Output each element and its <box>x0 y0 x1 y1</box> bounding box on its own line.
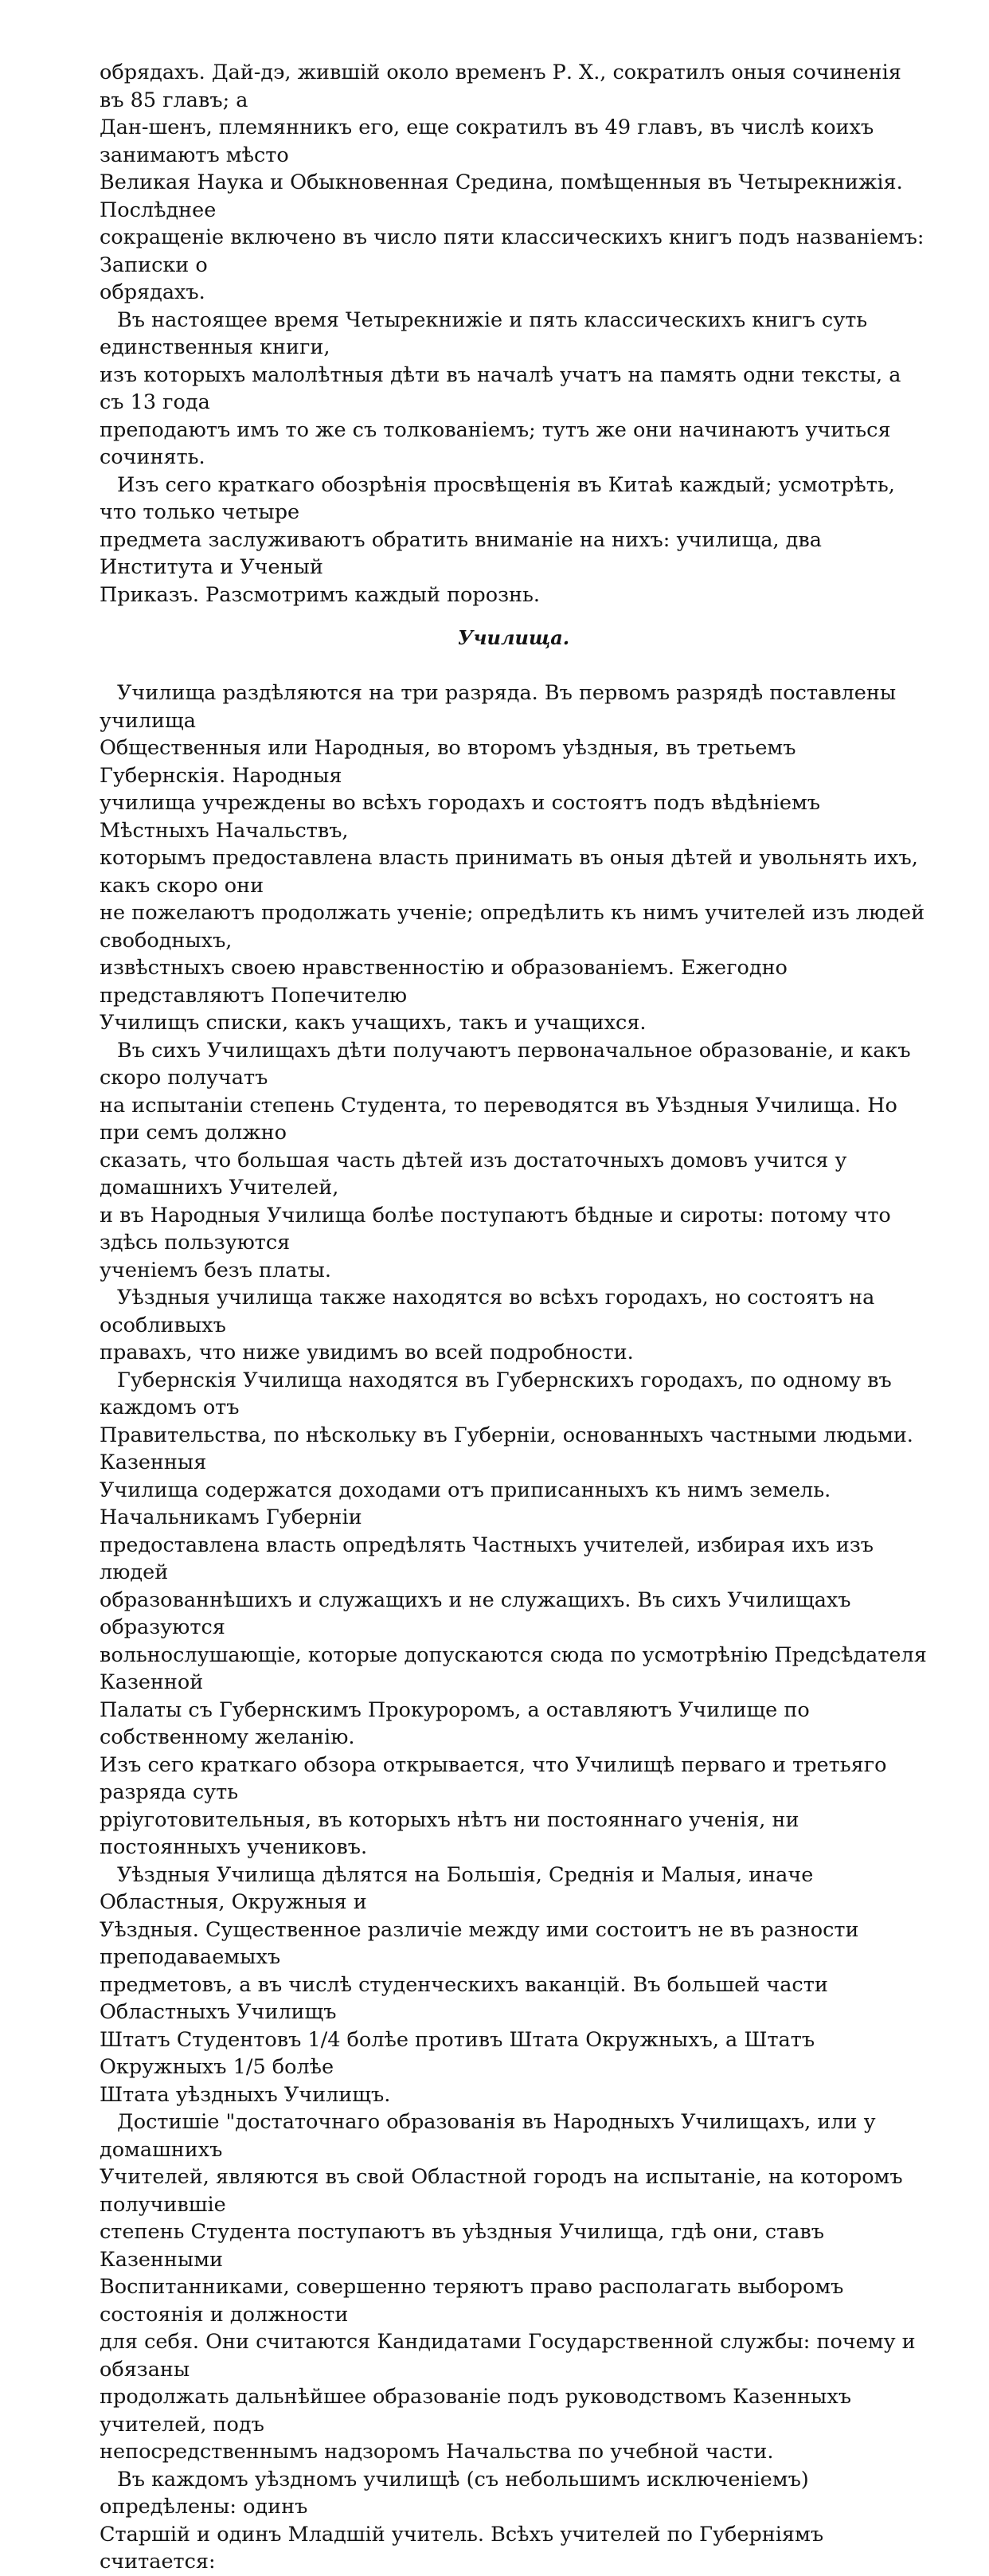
paragraph: Изъ сего краткаго обозрѣнія просвѣщенія въ Китаѣ каждый; усмотрѣть, что только четыре предмета заслуживаютъ обратить вниманіе на нихъ: училища, два Института и Ученый Приказъ. Разсмотримъ каждый порознь. <box>100 472 895 607</box>
section-title: Училища. <box>457 626 570 649</box>
paragraph: Губернскія Училища находятся въ Губернскихъ городахъ, по одному въ каждомъ отъ Правительства, по нѣскольку въ Губерніи, основанныхъ частными людьми. Казенныя Училища содержатся доходами отъ приписанныхъ къ нимъ земель. Начальникамъ Губерніи предоставлена власть опредѣлять Частныхъ учителей, избирая ихъ изъ людей образованнѣшихъ и служащихъ и не служащихъ. Въ сихъ Училищахъ образуются вольнослушающіе, которые допускаются сюда по усмотрѣнію Предсѣдателя Казенной Палаты съ Губернскимъ Прокуроромъ, а оставляютъ Училище по собственному желанію. Изъ сего краткаго обзора открывается, что Училищѣ перваго и третьяго разряда суть pріуготовительныя, въ которыхъ нѣтъ ни постояннаго ученія, ни постоянныхъ учениковъ. <box>100 1368 927 1859</box>
paragraph: Училища раздѣляются на три разряда. Въ первомъ разрядѣ поставлены училища Общественныя или Народныя, во второмъ уѣздныя, въ третьемъ Губернскія. Народныя училища учреждены во всѣхъ городахъ и состоятъ подъ вѣдѣніемъ Мѣстныхъ Начальствъ, которымъ предоставлена власть принимать въ оныя дѣтей и увольнять ихъ, какъ скоро они не пожелаютъ продолжать ученіе; опредѣлить къ нимъ учителей изъ людей свободныхъ, извѣстныхъ своею нравственностію и образованіемъ. Ежегодно представляютъ Попечителю Училищъ списки, какъ учащихъ, такъ и учащихся. <box>100 681 925 1035</box>
paragraph: обрядахъ. Дай-дэ, жившій около временъ Р. Х., сократилъ оныя сочиненія въ 85 главъ; а Дан-шенъ, племянникъ его, еще сократилъ въ 49 главъ, въ числѣ коихъ занимаютъ мѣсто Великая Наука и Обыкновенная Средина, помѣщенныя въ Четырекнижія. Послѣднее сокращеніе включено въ число пяти классическихъ книгъ подъ названіемъ: Записки о обрядахъ. <box>100 61 924 304</box>
paragraph: Въ сихъ Училищахъ дѣти получаютъ первоначальное образованіе, и какъ скоро получатъ на испытаніи степень Студента, то переводятся въ Уѣздныя Училища. Но при семъ должно сказать, что большая часть дѣтей изъ достаточныхъ домовъ учится у домашнихъ Учителей, и въ Народныя Училища болѣе поступаютъ бѣдные и сироты: потому что здѣсь пользуются ученіемъ безъ платы. <box>100 1038 911 1282</box>
paragraph: Уѣздныя Училища дѣлятся на Большія, Среднія и Малыя, иначе Областныя, Окружныя и Уѣздныя. Существенное различіе между ими состоитъ не въ разности преподаваемыхъ предметовъ, а въ числѣ студенческихъ ваканцій. Въ большей части Областныхъ Училищъ Штатъ Студентовъ 1/4 болѣе противъ Штата Окружныхъ, а Штатъ Окружныхъ 1/5 болѣе Штата уѣздныхъ Училищъ. <box>100 1862 859 2107</box>
paragraph: Въ настоящее время Четырекнижіе и пять классическихъ книгъ суть единственныя книги, изъ которыхъ малолѣтныя дѣти въ началѣ учатъ на память одни тексты, а съ 13 года преподаютъ имъ то же съ толкованіемъ; тутъ же они начинаютъ учиться сочинять. <box>100 307 901 469</box>
paragraph: Въ каждомъ уѣздномъ училищѣ (съ небольшимъ исключеніемъ) опредѣлены: одинъ Старшій и одинъ Младшій учитель. Всѣхъ учителей по Губерніямъ считается: <box>100 2467 824 2574</box>
document-page <box>100 59 928 2576</box>
paragraph: Уѣздныя училища также находятся во всѣхъ городахъ, но состоятъ на особливыхъ правахъ, что ниже увидимъ во всей подробности. <box>100 1286 875 1364</box>
paragraph: Достишіе "достаточнаго образованія въ Народныхъ Училищахъ, или у домашнихъ Учителей, являются въ свой Областной городъ на испытаніе, на которомъ получившіе степень Студента поступаютъ въ уѣздныя Училища, гдѣ они, ставъ Казенными Воспитанниками, совершенно теряютъ право располагать выборомъ состоянія и должности для себя. Они считаются Кандидатами Государственной службы: почему и обязаны продолжать дальнѣйшее образованіе подъ руководствомъ Казенныхъ учителей, подъ непосредственнымъ надзоромъ Начальства по учебной части. <box>100 2110 916 2464</box>
